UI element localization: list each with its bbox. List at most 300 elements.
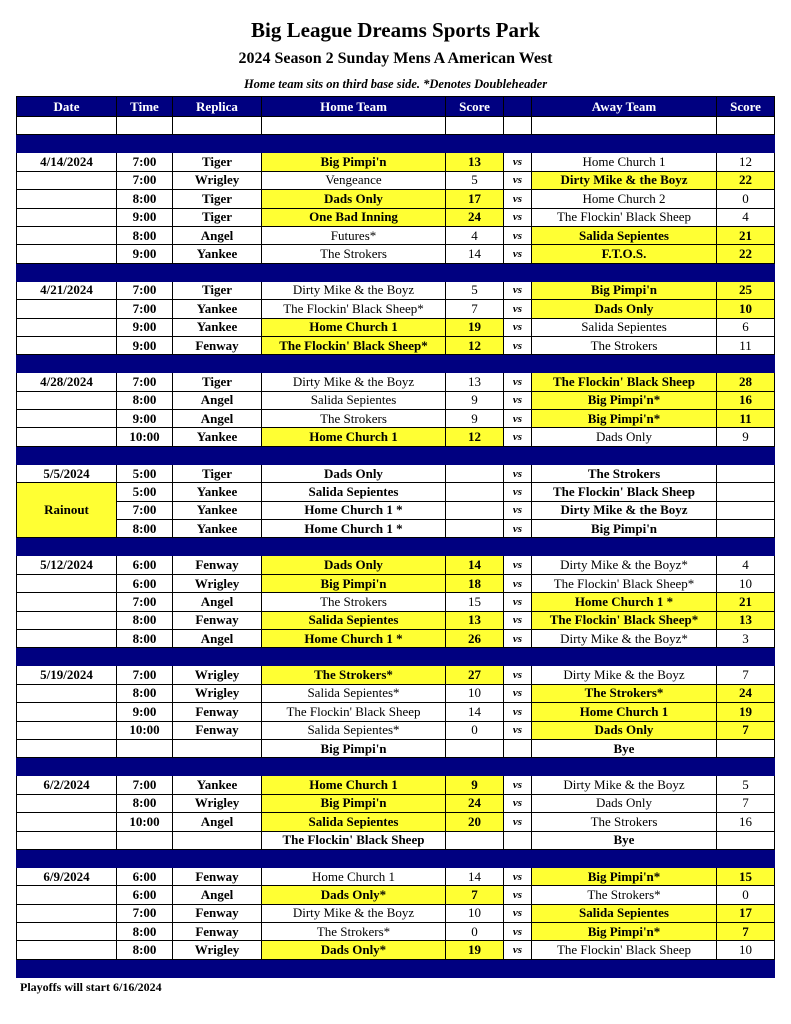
replica-cell: Wrigley xyxy=(173,941,262,959)
col-header-vs xyxy=(504,97,532,117)
replica-cell: Angel xyxy=(173,886,262,904)
empty-cell xyxy=(717,117,775,135)
away-team-cell: The Flockin' Black Sheep xyxy=(532,941,717,959)
away-score-cell: 9 xyxy=(717,428,775,446)
away-score-cell: 5 xyxy=(717,776,775,794)
vs-cell: vs xyxy=(504,941,532,959)
home-team-cell: The Flockin' Black Sheep* xyxy=(262,336,446,354)
game-row xyxy=(17,373,775,391)
home-team-cell: Big Pimpi'n xyxy=(262,794,446,812)
home-team-cell: The Flockin' Black Sheep xyxy=(262,703,446,721)
away-score-cell xyxy=(717,831,775,849)
game-row xyxy=(17,281,775,299)
page-subtitle: 2024 Season 2 Sunday Mens A American West xyxy=(238,50,553,67)
replica-cell: Tiger xyxy=(173,208,262,226)
game-row xyxy=(17,611,775,629)
time-cell: 5:00 xyxy=(117,464,173,482)
away-score-cell: 10 xyxy=(717,574,775,592)
time-cell: 7:00 xyxy=(117,593,173,611)
away-score-cell xyxy=(717,483,775,501)
date-cell: 4/21/2024 xyxy=(17,281,117,299)
vs-cell xyxy=(504,831,532,849)
replica-cell: Yankee xyxy=(173,300,262,318)
time-cell: 9:00 xyxy=(117,318,173,336)
vs-cell: vs xyxy=(504,410,532,428)
away-score-cell: 7 xyxy=(717,666,775,684)
game-row xyxy=(17,410,775,428)
vs-cell: vs xyxy=(504,464,532,482)
home-team-cell: One Bad Inning xyxy=(262,208,446,226)
blank-row xyxy=(17,117,775,135)
time-cell: 7:00 xyxy=(117,153,173,171)
date-cell xyxy=(17,336,117,354)
home-team-cell: Futures* xyxy=(262,226,446,244)
game-row xyxy=(17,336,775,354)
away-score-cell: 10 xyxy=(717,941,775,959)
schedule-note: Home team sits on third base side. *Denotes Doubleheader xyxy=(243,77,548,91)
vs-cell xyxy=(504,739,532,757)
vs-cell: vs xyxy=(504,373,532,391)
replica-cell: Yankee xyxy=(173,318,262,336)
empty-cell xyxy=(532,117,717,135)
date-cell: 6/2/2024 xyxy=(17,776,117,794)
game-row xyxy=(17,923,775,941)
home-team-cell: The Flockin' Black Sheep xyxy=(262,831,446,849)
home-team-cell: Dads Only* xyxy=(262,886,446,904)
replica-cell: Wrigley xyxy=(173,794,262,812)
home-team-cell: The Strokers xyxy=(262,410,446,428)
replica-cell: Angel xyxy=(173,226,262,244)
date-cell xyxy=(17,300,117,318)
date-cell: 6/9/2024 xyxy=(17,867,117,885)
away-team-cell: Big Pimpi'n* xyxy=(532,410,717,428)
replica-cell: Yankee xyxy=(173,501,262,519)
game-row xyxy=(17,721,775,739)
date-cell xyxy=(17,739,117,757)
away-score-cell xyxy=(717,501,775,519)
away-team-cell: Big Pimpi'n xyxy=(532,281,717,299)
date-cell xyxy=(17,611,117,629)
home-score-cell xyxy=(446,501,504,519)
away-score-cell: 19 xyxy=(717,703,775,721)
vs-cell: vs xyxy=(504,867,532,885)
vs-cell: vs xyxy=(504,629,532,647)
vs-cell: vs xyxy=(504,190,532,208)
home-team-cell: Salida Sepientes xyxy=(262,813,446,831)
separator-bar xyxy=(17,538,775,556)
col-header-home-team: Home Team xyxy=(262,97,446,117)
time-cell: 10:00 xyxy=(117,721,173,739)
home-score-cell: 26 xyxy=(446,629,504,647)
away-score-cell: 16 xyxy=(717,391,775,409)
away-team-cell: Dads Only xyxy=(532,721,717,739)
game-row xyxy=(17,886,775,904)
home-score-cell: 0 xyxy=(446,923,504,941)
vs-cell: vs xyxy=(504,593,532,611)
home-score-cell xyxy=(446,831,504,849)
vs-cell: vs xyxy=(504,666,532,684)
vs-cell: vs xyxy=(504,721,532,739)
game-row xyxy=(17,831,775,849)
time-cell: 7:00 xyxy=(117,666,173,684)
away-team-cell: Big Pimpi'n* xyxy=(532,923,717,941)
game-row xyxy=(17,813,775,831)
away-score-cell: 11 xyxy=(717,336,775,354)
game-row xyxy=(17,794,775,812)
replica-cell: Tiger xyxy=(173,464,262,482)
home-team-cell: Dirty Mike & the Boyz xyxy=(262,904,446,922)
away-team-cell: The Strokers xyxy=(532,336,717,354)
separator-bar xyxy=(17,758,775,776)
col-header-away-team: Away Team xyxy=(532,97,717,117)
replica-cell: Tiger xyxy=(173,281,262,299)
replica-cell: Fenway xyxy=(173,721,262,739)
home-score-cell: 7 xyxy=(446,300,504,318)
vs-cell: vs xyxy=(504,336,532,354)
home-score-cell: 13 xyxy=(446,153,504,171)
date-cell: 5/19/2024 xyxy=(17,666,117,684)
time-cell: 8:00 xyxy=(117,629,173,647)
home-score-cell: 7 xyxy=(446,886,504,904)
vs-cell: vs xyxy=(504,556,532,574)
away-team-cell: Dirty Mike & the Boyz xyxy=(532,501,717,519)
home-team-cell: The Strokers* xyxy=(262,666,446,684)
home-team-cell: Home Church 1 * xyxy=(262,520,446,538)
time-cell: 8:00 xyxy=(117,190,173,208)
away-score-cell: 6 xyxy=(717,318,775,336)
header-row xyxy=(17,97,775,117)
separator-bar xyxy=(17,263,775,281)
time-cell xyxy=(117,739,173,757)
away-score-cell: 15 xyxy=(717,867,775,885)
replica-cell: Yankee xyxy=(173,776,262,794)
vs-cell: vs xyxy=(504,171,532,189)
away-team-cell: F.T.O.S. xyxy=(532,245,717,263)
col-header-away-score: Score xyxy=(717,97,775,117)
home-score-cell: 18 xyxy=(446,574,504,592)
replica-cell: Fenway xyxy=(173,867,262,885)
away-team-cell: Salida Sepientes xyxy=(532,904,717,922)
date-cell xyxy=(17,886,117,904)
home-score-cell: 5 xyxy=(446,171,504,189)
separator-bar xyxy=(17,959,775,977)
home-team-cell: Big Pimpi'n xyxy=(262,739,446,757)
replica-cell: Fenway xyxy=(173,904,262,922)
date-cell xyxy=(17,629,117,647)
home-score-cell: 20 xyxy=(446,813,504,831)
home-score-cell xyxy=(446,739,504,757)
date-cell xyxy=(17,593,117,611)
away-team-cell: Home Church 1 xyxy=(532,703,717,721)
week-separator xyxy=(17,538,775,556)
vs-cell: vs xyxy=(504,153,532,171)
time-cell: 6:00 xyxy=(117,574,173,592)
game-row xyxy=(17,245,775,263)
date-cell xyxy=(17,923,117,941)
home-score-cell: 0 xyxy=(446,721,504,739)
away-score-cell: 3 xyxy=(717,629,775,647)
game-row xyxy=(17,941,775,959)
away-team-cell: Big Pimpi'n* xyxy=(532,391,717,409)
home-score-cell: 9 xyxy=(446,410,504,428)
vs-cell: vs xyxy=(504,428,532,446)
game-row xyxy=(17,629,775,647)
time-cell: 8:00 xyxy=(117,611,173,629)
away-team-cell: Big Pimpi'n xyxy=(532,520,717,538)
game-row xyxy=(17,904,775,922)
col-header-time: Time xyxy=(117,97,173,117)
date-cell xyxy=(17,391,117,409)
home-score-cell xyxy=(446,520,504,538)
replica-cell: Wrigley xyxy=(173,574,262,592)
col-header-home-score: Score xyxy=(446,97,504,117)
game-row xyxy=(17,300,775,318)
vs-cell: vs xyxy=(504,281,532,299)
home-score-cell: 13 xyxy=(446,611,504,629)
away-team-cell: The Flockin' Black Sheep* xyxy=(532,574,717,592)
game-row xyxy=(17,684,775,702)
vs-cell: vs xyxy=(504,776,532,794)
away-score-cell: 17 xyxy=(717,904,775,922)
away-score-cell xyxy=(717,464,775,482)
away-score-cell xyxy=(717,520,775,538)
time-cell: 10:00 xyxy=(117,813,173,831)
home-team-cell: Salida Sepientes xyxy=(262,483,446,501)
date-cell xyxy=(17,574,117,592)
away-score-cell: 4 xyxy=(717,556,775,574)
home-team-cell: Dads Only xyxy=(262,190,446,208)
game-row xyxy=(17,593,775,611)
away-score-cell: 7 xyxy=(717,794,775,812)
week-separator xyxy=(17,263,775,281)
away-team-cell: Dirty Mike & the Boyz* xyxy=(532,629,717,647)
away-score-cell: 7 xyxy=(717,923,775,941)
vs-cell: vs xyxy=(504,904,532,922)
time-cell: 7:00 xyxy=(117,501,173,519)
date-cell xyxy=(17,226,117,244)
time-cell: 8:00 xyxy=(117,794,173,812)
time-cell: 8:00 xyxy=(117,520,173,538)
vs-cell: vs xyxy=(504,245,532,263)
time-cell: 10:00 xyxy=(117,428,173,446)
away-team-cell: Salida Sepientes xyxy=(532,226,717,244)
home-team-cell: Dads Only* xyxy=(262,941,446,959)
home-score-cell: 19 xyxy=(446,941,504,959)
time-cell xyxy=(117,831,173,849)
home-score-cell: 9 xyxy=(446,776,504,794)
home-team-cell: Salida Sepientes* xyxy=(262,721,446,739)
date-cell: 5/12/2024 xyxy=(17,556,117,574)
replica-cell: Fenway xyxy=(173,611,262,629)
replica-cell: Tiger xyxy=(173,190,262,208)
home-score-cell: 14 xyxy=(446,245,504,263)
away-score-cell: 21 xyxy=(717,226,775,244)
game-row xyxy=(17,703,775,721)
home-team-cell: Home Church 1 xyxy=(262,428,446,446)
date-cell xyxy=(17,684,117,702)
time-cell: 7:00 xyxy=(117,281,173,299)
vs-cell: vs xyxy=(504,813,532,831)
replica-cell: Angel xyxy=(173,593,262,611)
replica-cell: Tiger xyxy=(173,153,262,171)
away-team-cell: Dirty Mike & the Boyz xyxy=(532,171,717,189)
home-score-cell: 24 xyxy=(446,794,504,812)
time-cell: 9:00 xyxy=(117,245,173,263)
empty-cell xyxy=(17,117,117,135)
game-row xyxy=(17,501,775,519)
date-cell xyxy=(17,721,117,739)
away-team-cell: Home Church 2 xyxy=(532,190,717,208)
date-cell xyxy=(17,410,117,428)
away-team-cell: Bye xyxy=(532,739,717,757)
home-team-cell: The Flockin' Black Sheep* xyxy=(262,300,446,318)
replica-cell: Wrigley xyxy=(173,666,262,684)
home-score-cell: 15 xyxy=(446,593,504,611)
date-cell xyxy=(17,794,117,812)
vs-cell: vs xyxy=(504,703,532,721)
home-team-cell: Dirty Mike & the Boyz xyxy=(262,373,446,391)
home-score-cell: 10 xyxy=(446,904,504,922)
home-score-cell: 5 xyxy=(446,281,504,299)
game-row xyxy=(17,208,775,226)
separator-bar xyxy=(17,135,775,153)
vs-cell: vs xyxy=(504,520,532,538)
game-row xyxy=(17,318,775,336)
date-cell xyxy=(17,208,117,226)
home-score-cell: 4 xyxy=(446,226,504,244)
time-cell: 9:00 xyxy=(117,208,173,226)
date-cell xyxy=(17,190,117,208)
date-cell xyxy=(17,318,117,336)
away-team-cell: Dads Only xyxy=(532,428,717,446)
game-row xyxy=(17,776,775,794)
rainout-label: Rainout xyxy=(17,483,117,538)
home-score-cell xyxy=(446,464,504,482)
time-cell: 7:00 xyxy=(117,300,173,318)
home-team-cell: The Strokers xyxy=(262,245,446,263)
away-team-cell: Home Church 1 xyxy=(532,153,717,171)
home-team-cell: Dirty Mike & the Boyz xyxy=(262,281,446,299)
date-cell: 5/5/2024 xyxy=(17,464,117,482)
vs-cell: vs xyxy=(504,391,532,409)
game-row xyxy=(17,739,775,757)
home-team-cell: The Strokers xyxy=(262,593,446,611)
replica-cell: Yankee xyxy=(173,245,262,263)
home-team-cell: Salida Sepientes xyxy=(262,391,446,409)
game-row xyxy=(17,190,775,208)
replica-cell: Fenway xyxy=(173,923,262,941)
replica-cell: Wrigley xyxy=(173,684,262,702)
away-team-cell: Dads Only xyxy=(532,794,717,812)
away-team-cell: The Strokers* xyxy=(532,684,717,702)
away-score-cell: 10 xyxy=(717,300,775,318)
game-row xyxy=(17,867,775,885)
home-score-cell: 27 xyxy=(446,666,504,684)
away-score-cell: 11 xyxy=(717,410,775,428)
home-team-cell: Vengeance xyxy=(262,171,446,189)
date-cell: 4/14/2024 xyxy=(17,153,117,171)
home-score-cell: 14 xyxy=(446,703,504,721)
week-separator xyxy=(17,446,775,464)
week-separator xyxy=(17,135,775,153)
playoffs-note: Playoffs will start 6/16/2024 xyxy=(20,980,162,994)
separator-bar xyxy=(17,355,775,373)
vs-cell: vs xyxy=(504,208,532,226)
vs-cell: vs xyxy=(504,483,532,501)
home-score-cell: 17 xyxy=(446,190,504,208)
date-cell xyxy=(17,428,117,446)
date-cell xyxy=(17,831,117,849)
game-row xyxy=(17,171,775,189)
replica-cell: Angel xyxy=(173,629,262,647)
col-header-replica: Replica xyxy=(173,97,262,117)
replica-cell xyxy=(173,831,262,849)
replica-cell: Wrigley xyxy=(173,171,262,189)
home-score-cell: 12 xyxy=(446,336,504,354)
empty-cell xyxy=(262,117,446,135)
time-cell: 8:00 xyxy=(117,391,173,409)
away-score-cell: 12 xyxy=(717,153,775,171)
replica-cell: Angel xyxy=(173,410,262,428)
home-team-cell: Home Church 1 xyxy=(262,776,446,794)
week-separator xyxy=(17,849,775,867)
home-team-cell: Dads Only xyxy=(262,556,446,574)
away-score-cell: 25 xyxy=(717,281,775,299)
replica-cell: Angel xyxy=(173,813,262,831)
away-score-cell xyxy=(717,739,775,757)
home-score-cell: 12 xyxy=(446,428,504,446)
replica-cell: Yankee xyxy=(173,483,262,501)
away-team-cell: The Flockin' Black Sheep* xyxy=(532,611,717,629)
home-score-cell: 14 xyxy=(446,867,504,885)
replica-cell: Fenway xyxy=(173,556,262,574)
empty-cell xyxy=(117,117,173,135)
home-team-cell: Big Pimpi'n xyxy=(262,153,446,171)
replica-cell: Tiger xyxy=(173,373,262,391)
col-header-date: Date xyxy=(17,97,117,117)
away-team-cell: Home Church 1 * xyxy=(532,593,717,611)
away-team-cell: The Strokers xyxy=(532,813,717,831)
game-row xyxy=(17,464,775,482)
home-score-cell: 19 xyxy=(446,318,504,336)
home-team-cell: Salida Sepientes xyxy=(262,611,446,629)
away-team-cell: The Strokers* xyxy=(532,886,717,904)
replica-cell: Fenway xyxy=(173,336,262,354)
time-cell: 7:00 xyxy=(117,171,173,189)
game-row xyxy=(17,556,775,574)
vs-cell: vs xyxy=(504,318,532,336)
home-score-cell: 24 xyxy=(446,208,504,226)
date-cell: 4/28/2024 xyxy=(17,373,117,391)
date-cell xyxy=(17,941,117,959)
week-separator xyxy=(17,959,775,977)
home-score-cell: 14 xyxy=(446,556,504,574)
home-team-cell: Home Church 1 * xyxy=(262,501,446,519)
away-team-cell: The Flockin' Black Sheep xyxy=(532,373,717,391)
game-row xyxy=(17,391,775,409)
date-cell xyxy=(17,245,117,263)
home-team-cell: Home Church 1 xyxy=(262,867,446,885)
vs-cell: vs xyxy=(504,886,532,904)
vs-cell: vs xyxy=(504,300,532,318)
time-cell: 6:00 xyxy=(117,867,173,885)
away-team-cell: The Strokers xyxy=(532,464,717,482)
away-team-cell: The Flockin' Black Sheep xyxy=(532,483,717,501)
away-team-cell: Dirty Mike & the Boyz xyxy=(532,666,717,684)
time-cell: 7:00 xyxy=(117,904,173,922)
away-score-cell: 16 xyxy=(717,813,775,831)
time-cell: 9:00 xyxy=(117,410,173,428)
